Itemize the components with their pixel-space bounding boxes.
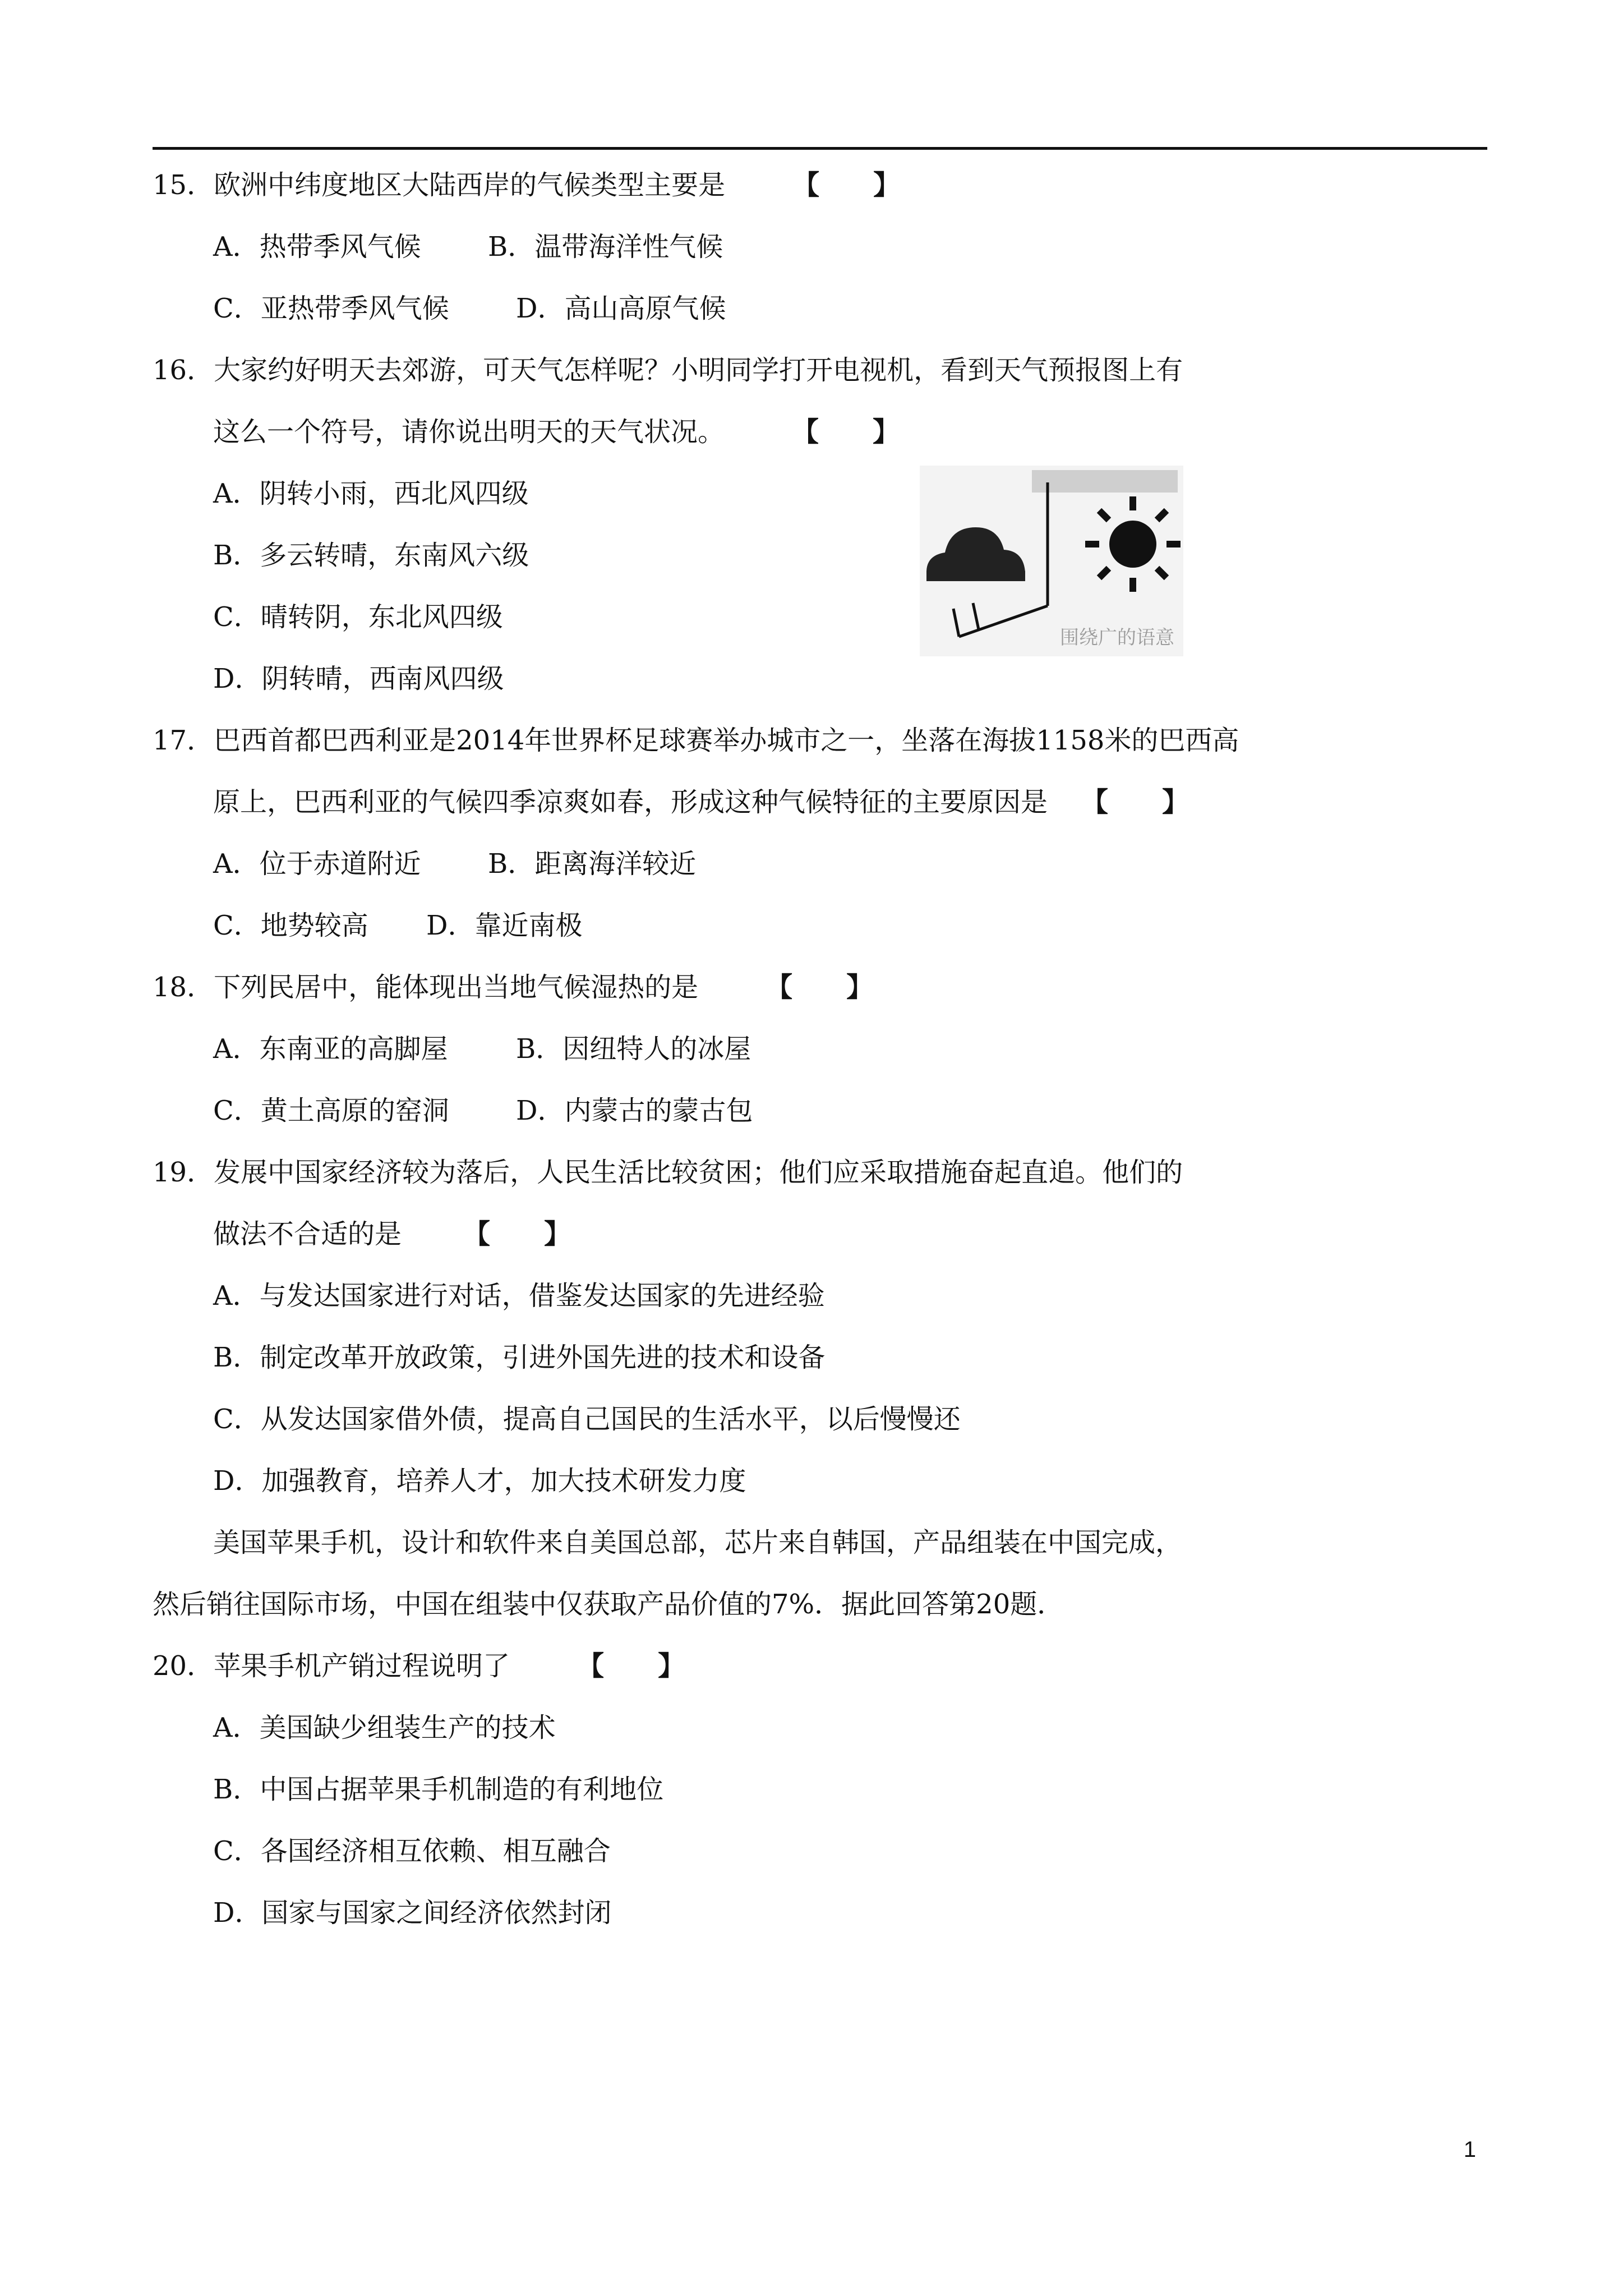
option-a: A．位于赤道附近 — [213, 848, 421, 880]
answer-bracket: 【 】 — [792, 169, 901, 201]
option-b: B．距离海洋较近 — [488, 848, 697, 880]
option-c: C．从发达国家借外债，提高自己国民的生活水平，以后慢慢还 — [213, 1404, 961, 1435]
option-b: B．中国占据苹果手机制造的有利地位 — [213, 1774, 664, 1805]
stem-text: 20．苹果手机产销过程说明了 — [153, 1650, 510, 1682]
question-19-stem-1: 19．发展中国家经济较为落后，人民生活比较贫困；他们应采取措施奋起直追。他们的 — [153, 1157, 1183, 1188]
weather-symbol-svg — [920, 466, 1183, 656]
question-17-options-ab — [213, 847, 696, 881]
answer-bracket: 【 】 — [766, 972, 874, 1003]
option-d: D．内蒙古的蒙古包 — [516, 1095, 753, 1126]
option-a: A．阴转小雨，西北风四级 — [213, 478, 529, 509]
option-b: B．温带海洋性气候 — [488, 231, 723, 263]
answer-bracket: 【 】 — [792, 416, 900, 448]
question-18-options-cd — [213, 1094, 753, 1128]
option-c: C．晴转阴，东北风四级 — [213, 601, 503, 633]
stem-text: 15．欧洲中纬度地区大陆西岸的气候类型主要是 — [153, 169, 726, 201]
header-rule — [153, 147, 1487, 150]
question-17-options-cd — [213, 909, 583, 942]
passage-line-2: 然后销往国际市场，中国在组装中仅获取产品价值的7%．据此回答第20题． — [153, 1589, 1064, 1620]
question-15-stem — [153, 168, 900, 202]
option-d: D．靠近南极 — [426, 910, 583, 941]
weather-symbol-figure — [920, 466, 1183, 656]
stem-text: 原上，巴西利亚的气候四季凉爽如春，形成这种气候特征的主要原因是 — [213, 786, 1048, 818]
option-a: A．热带季风气候 — [213, 231, 421, 263]
option-c: C．亚热带季风气候 — [213, 293, 449, 324]
option-d: D．高山高原气候 — [516, 293, 726, 324]
option-a: A．美国缺少组装生产的技术 — [213, 1712, 556, 1743]
stem-text: 这么一个符号，请你说出明天的天气状况。 — [213, 416, 725, 448]
question-15-options-cd — [213, 292, 726, 325]
answer-bracket: 【 】 — [1081, 786, 1189, 818]
question-17-stem-2 — [213, 785, 1189, 819]
faint-scan-text: 围绕广的语意 — [1060, 627, 1174, 649]
answer-bracket: 【 】 — [577, 1650, 685, 1682]
question-16-stem-1: 16．大家约好明天去郊游，可天气怎样呢？小明同学打开电视机，看到天气预报图上有 — [153, 355, 1183, 386]
question-20-stem — [153, 1649, 685, 1683]
page-number: 1 — [1463, 2137, 1476, 2162]
option-d: D．加强教育，培养人才，加大技术研发力度 — [213, 1465, 746, 1497]
option-c: C．地势较高 — [213, 910, 368, 941]
question-17-stem-1: 17．巴西首都巴西利亚是2014年世界杯足球赛举办城市之一，坐落在海拔1158米的巴西高 — [153, 725, 1239, 756]
option-b: B．因纽特人的冰屋 — [516, 1033, 751, 1065]
option-b: B．多云转晴，东南风六级 — [213, 540, 529, 571]
option-b: B．制定改革开放政策，引进外国先进的技术和设备 — [213, 1342, 826, 1373]
stem-text: 做法不合适的是 — [213, 1218, 402, 1250]
answer-bracket: 【 】 — [463, 1218, 571, 1250]
scan-smudge — [1032, 470, 1178, 493]
question-16-stem-2 — [213, 415, 900, 449]
option-d: D．阴转晴，西南风四级 — [213, 663, 504, 694]
option-a: A．东南亚的高脚屋 — [213, 1033, 448, 1065]
option-d: D．国家与国家之间经济依然封闭 — [213, 1897, 612, 1929]
question-18-options-ab — [213, 1032, 751, 1066]
question-19-stem-2 — [213, 1217, 571, 1251]
question-18-stem — [153, 970, 873, 1004]
stem-text: 18．下列民居中，能体现出当地气候湿热的是 — [153, 972, 699, 1003]
question-15-options-ab — [213, 230, 723, 264]
option-a: A．与发达国家进行对话，借鉴发达国家的先进经验 — [213, 1280, 825, 1312]
option-c: C．黄土高原的窑洞 — [213, 1095, 449, 1126]
passage-line-1: 美国苹果手机，设计和软件来自美国总部，芯片来自韩国，产品组装在中国完成， — [213, 1527, 1183, 1558]
option-c: C．各国经济相互依赖、相互融合 — [213, 1835, 611, 1867]
